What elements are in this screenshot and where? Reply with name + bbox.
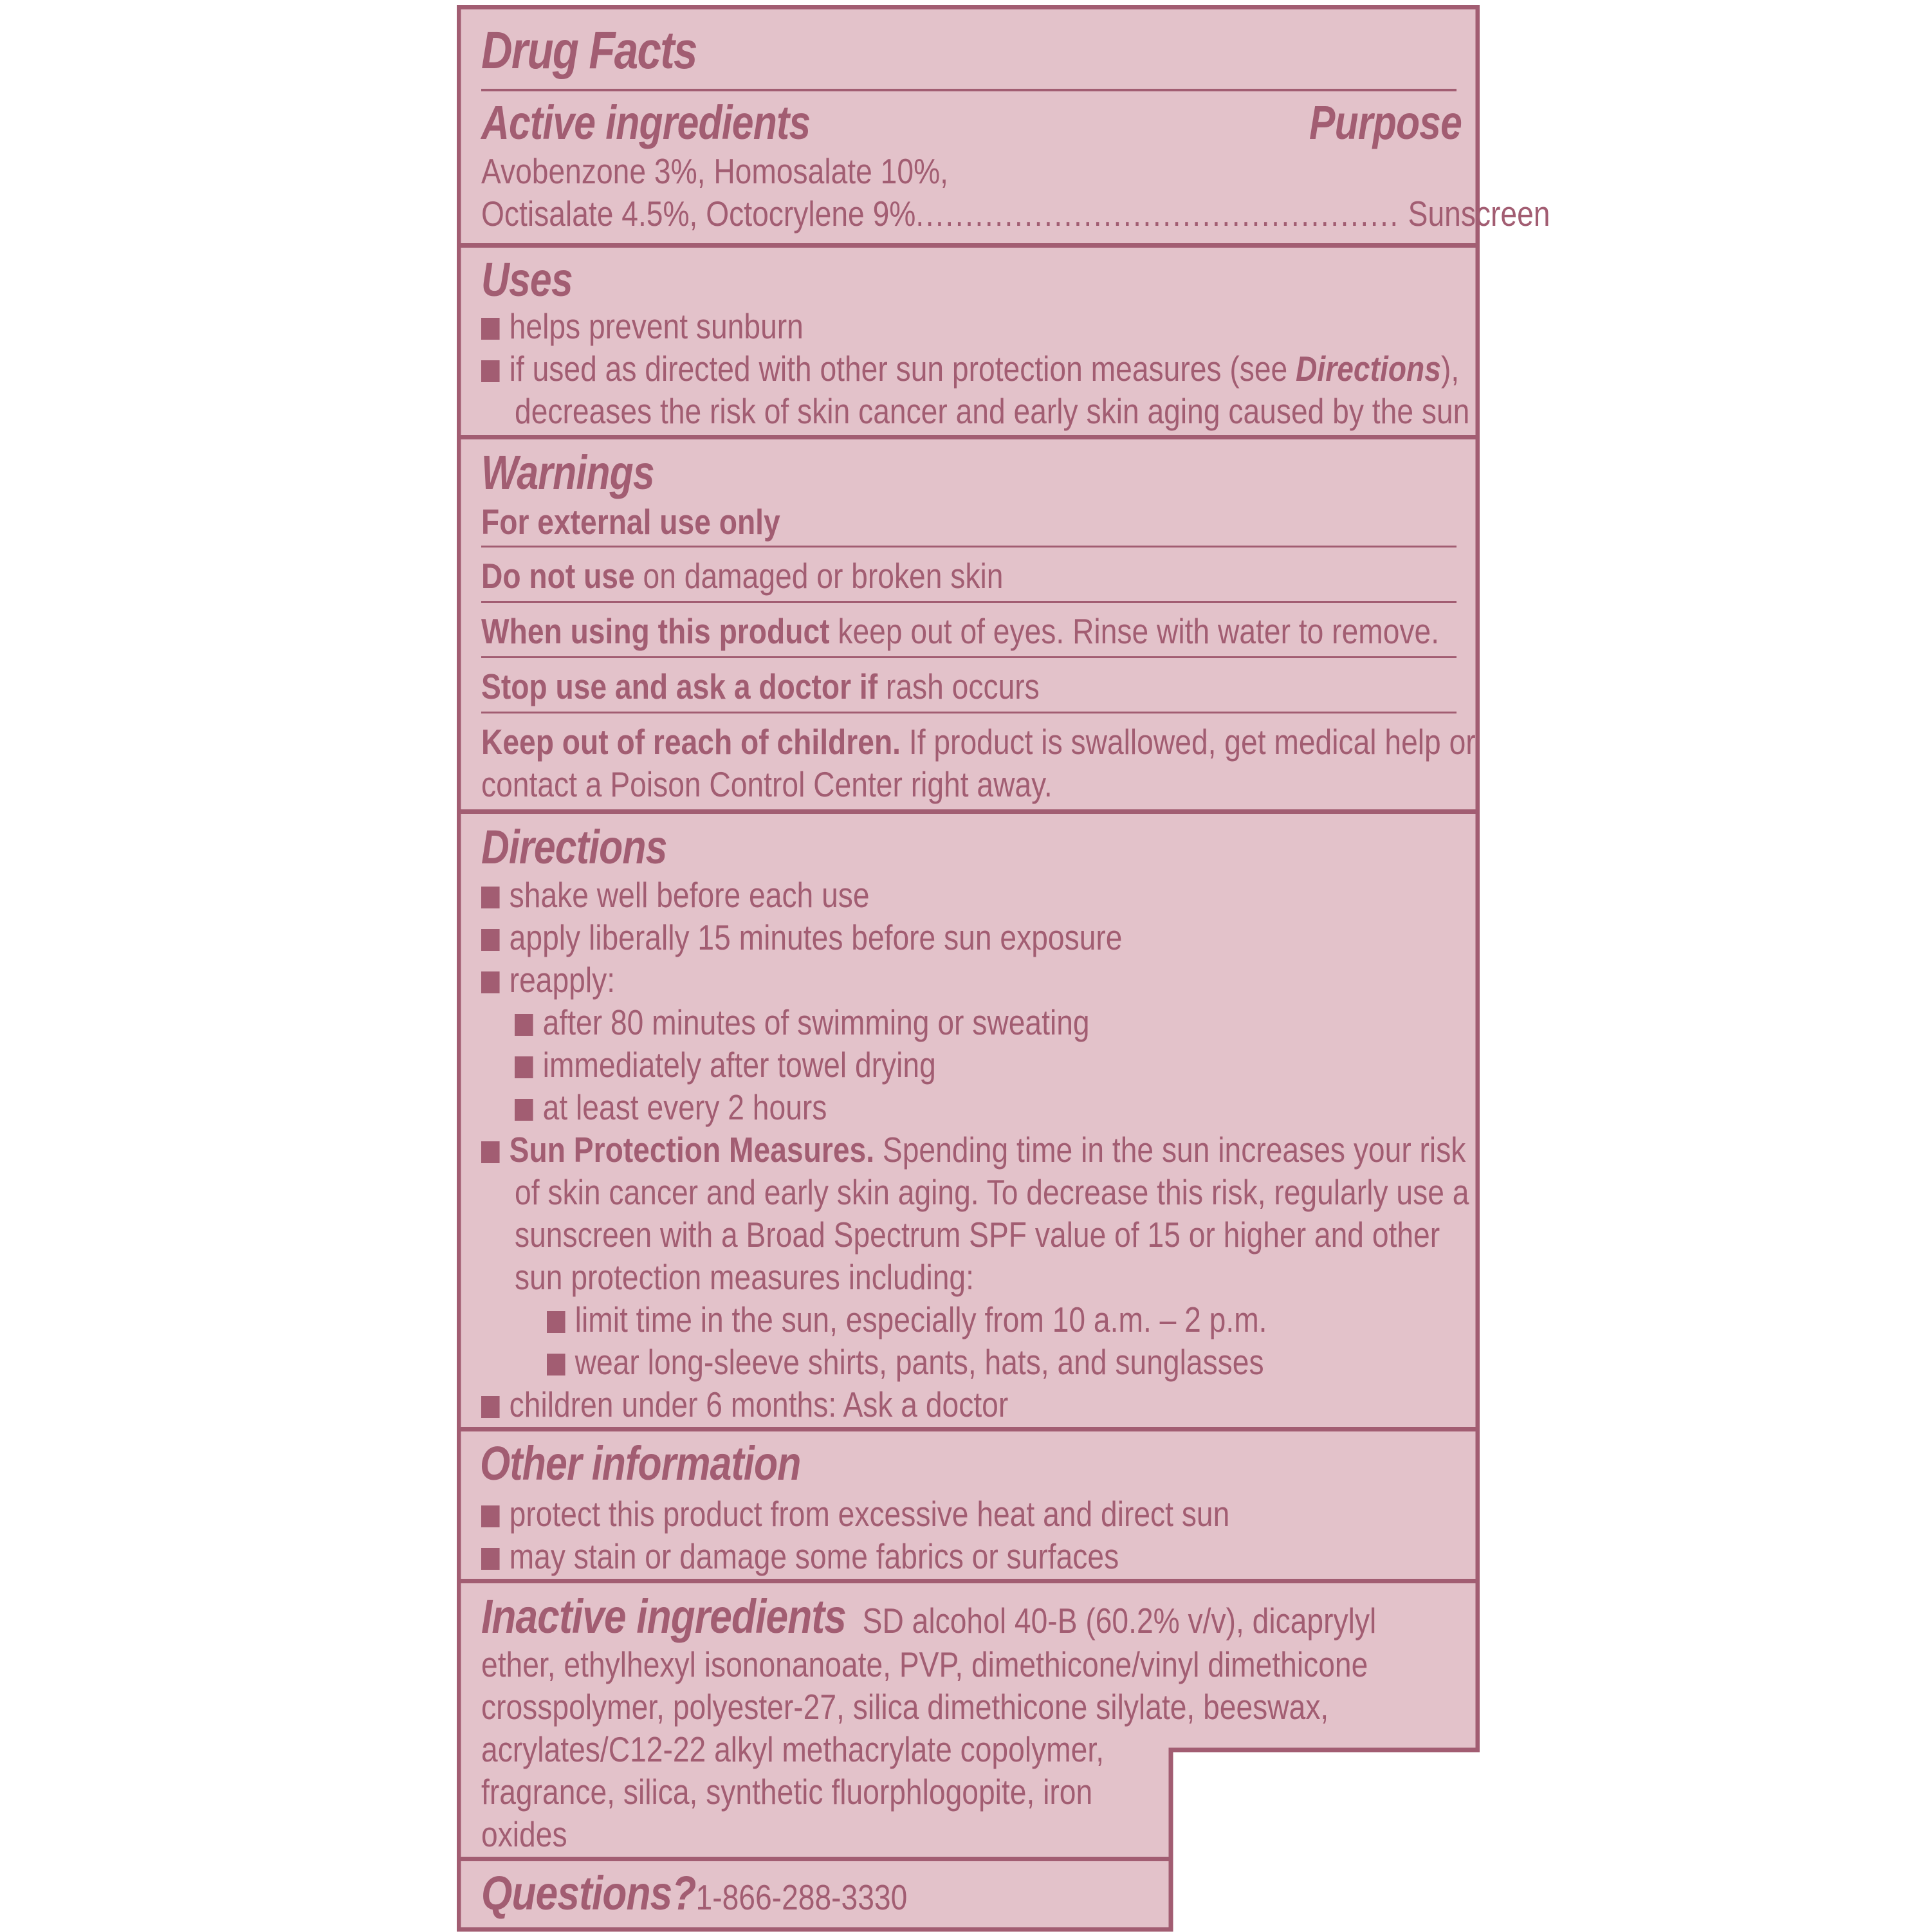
sun-protection-item xyxy=(481,1128,1466,1171)
inactive-line-3: crosspolymer, polyester-27, silica dimethicone silylate, beeswax, xyxy=(481,1687,1329,1727)
directions-item-2-text: apply liberally 15 minutes before sun exposure xyxy=(509,917,1123,957)
keep-out-line xyxy=(481,721,1476,763)
warnings-heading: Warnings xyxy=(481,446,654,499)
bullet-square-icon xyxy=(515,1056,533,1078)
section-divider-other xyxy=(457,1579,1480,1583)
drug-facts-panel xyxy=(457,5,1550,1932)
section-divider-uses xyxy=(457,435,1480,439)
inactive-line-2: ether, ethylhexyl isononanoate, PVP, dimethicone/vinyl dimethicone xyxy=(481,1644,1368,1684)
bullet-square-icon xyxy=(481,971,500,993)
uses-heading: Uses xyxy=(481,253,573,306)
section-divider-directions xyxy=(457,1427,1480,1431)
uses-directions-emphasis: Directions xyxy=(1296,349,1441,389)
bullet-square-icon xyxy=(481,1505,500,1527)
active-ingredients-heading: Active ingredients xyxy=(481,96,811,149)
inactive-line-6: oxides xyxy=(481,1814,567,1854)
bullet-square-icon xyxy=(481,1396,500,1418)
stop-use-label: Stop use and ask a doctor if xyxy=(481,667,878,706)
sun-protection-line-2: of skin cancer and early skin aging. To decrease this risk, regularly use a xyxy=(515,1172,1469,1212)
directions-item-3-text: reapply: xyxy=(509,960,616,1000)
uses-item-2-line-2: decreases the risk of skin cancer and early skin aging caused by the sun xyxy=(515,391,1470,431)
uses-item-2-text-b: ), xyxy=(1440,349,1460,389)
bullet-square-icon xyxy=(481,1141,500,1163)
other-item-1-text: protect this product from excessive heat and direct sun xyxy=(509,1494,1230,1534)
warnings-rule-3 xyxy=(481,656,1457,658)
bullet-square-icon xyxy=(515,1099,533,1121)
sun-protection-sub-1-text: limit time in the sun, especially from 10 a.m. – 2 p.m. xyxy=(574,1300,1267,1339)
questions-phone: 1-866-288-3330 xyxy=(695,1877,908,1917)
purpose-heading: Purpose xyxy=(1309,96,1462,149)
section-divider-inactive xyxy=(457,1857,1172,1861)
reapply-sub-3 xyxy=(515,1086,827,1128)
keep-out-line-2: contact a Poison Control Center right away. xyxy=(481,764,1052,804)
bullet-square-icon xyxy=(481,887,500,908)
reapply-sub-1 xyxy=(515,1001,1090,1044)
questions-line xyxy=(481,1866,908,1920)
do-not-use-label: Do not use xyxy=(481,556,635,596)
directions-item-last-text: children under 6 months: Ask a doctor xyxy=(509,1385,1009,1424)
sun-protection-text: Spending time in the sun increases your risk xyxy=(874,1130,1466,1170)
reapply-sub-3-text: at least every 2 hours xyxy=(542,1087,827,1127)
section-divider-active xyxy=(457,243,1480,248)
directions-item-2 xyxy=(481,916,1122,959)
reapply-sub-2-text: immediately after towel drying xyxy=(542,1045,936,1085)
purpose-value: Sunscreen xyxy=(1408,194,1550,234)
sun-protection-sub-2 xyxy=(547,1341,1264,1383)
uses-item-2-text-a: if used as directed with other sun protection measures (see xyxy=(509,349,1296,389)
reapply-sub-2 xyxy=(515,1044,936,1086)
title-rule xyxy=(481,89,1457,91)
uses-item-2 xyxy=(481,347,1459,390)
inactive-line-4: acrylates/C12-22 alkyl methacrylate copolymer, xyxy=(481,1729,1105,1769)
bullet-square-icon xyxy=(547,1311,565,1333)
keep-out-label: Keep out of reach of children. xyxy=(481,722,901,762)
sun-protection-line-3: sunscreen with a Broad Spectrum SPF value of 15 or higher and other xyxy=(515,1215,1440,1255)
section-divider-warnings xyxy=(457,809,1480,814)
questions-heading: Questions? xyxy=(481,1866,696,1920)
warnings-rule-1 xyxy=(481,546,1457,547)
directions-item-1-text: shake well before each use xyxy=(509,875,870,915)
stop-use-text: rash occurs xyxy=(878,667,1040,706)
bullet-square-icon xyxy=(481,318,500,340)
bullet-square-icon xyxy=(481,929,500,951)
directions-heading: Directions xyxy=(481,820,667,874)
other-item-2 xyxy=(481,1535,1119,1578)
bullet-square-icon xyxy=(481,360,500,382)
bullet-square-icon xyxy=(481,1548,500,1570)
stop-use-line xyxy=(481,665,1040,708)
external-use-text: For external use only xyxy=(481,502,780,542)
drug-facts-title: Drug Facts xyxy=(481,21,697,80)
when-using-line xyxy=(481,610,1439,652)
inactive-line-1-text: SD alcohol 40-B (60.2% v/v), dicaprylyl xyxy=(862,1601,1377,1641)
sun-protection-sub-2-text: wear long-sleeve shirts, pants, hats, and sunglasses xyxy=(574,1342,1264,1382)
reapply-sub-1-text: after 80 minutes of swimming or sweating xyxy=(542,1002,1090,1042)
sun-protection-label: Sun Protection Measures. xyxy=(509,1130,875,1170)
do-not-use-line xyxy=(481,555,1003,597)
active-ingredient-text: Octisalate 4.5%, Octocrylene 9% xyxy=(481,194,916,234)
when-using-label: When using this product xyxy=(481,611,830,651)
inactive-ingredients-heading: Inactive ingredients xyxy=(481,1590,846,1643)
bullet-square-icon xyxy=(515,1014,533,1036)
when-using-text: keep out of eyes. Rinse with water to remove. xyxy=(829,611,1440,651)
bullet-square-icon xyxy=(547,1354,565,1375)
uses-item-1-text: helps prevent sunburn xyxy=(509,306,804,346)
inactive-line-5: fragrance, silica, synthetic fluorphlogopite, iron xyxy=(481,1772,1093,1812)
warnings-rule-4 xyxy=(481,712,1457,713)
warnings-rule-2 xyxy=(481,601,1457,603)
keep-out-text: If product is swallowed, get medical help or xyxy=(901,722,1476,762)
active-line-1: Avobenzone 3%, Homosalate 10%, xyxy=(481,151,948,191)
directions-item-last xyxy=(481,1383,1008,1426)
directions-item-1 xyxy=(481,874,870,916)
uses-item-1 xyxy=(481,305,804,347)
active-line-2 xyxy=(481,192,1550,235)
other-item-1 xyxy=(481,1493,1229,1535)
inactive-line-1 xyxy=(481,1590,1377,1643)
other-item-2-text: may stain or damage some fabrics or surfaces xyxy=(509,1536,1119,1576)
do-not-use-text: on damaged or broken skin xyxy=(634,556,1004,596)
directions-item-3 xyxy=(481,959,615,1001)
leader-dots: ................................................. xyxy=(915,194,1400,234)
sun-protection-sub-1 xyxy=(547,1298,1267,1341)
other-info-heading: Other information xyxy=(480,1437,801,1490)
sun-protection-line-4: sun protection measures including: xyxy=(515,1257,974,1297)
